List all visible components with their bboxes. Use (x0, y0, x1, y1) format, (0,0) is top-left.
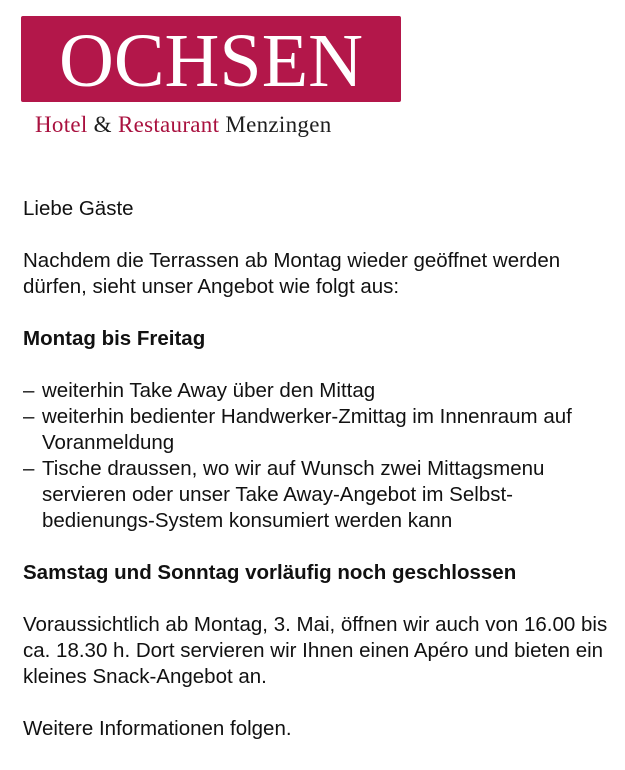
closing-line: Weitere Informationen folgen. (23, 717, 292, 740)
logo-wordmark: OCHSEN (58, 19, 364, 103)
list-item (23, 404, 613, 456)
logo-sub-ampersand: & (93, 112, 112, 137)
logo-sub-restaurant: Restaurant (117, 112, 220, 137)
outlook-paragraph: Voraussichtlich ab Montag, 3. Mai, öffnen wir auch von 16.00 bis ca. 18.30 h. Dort servieren wir Ihnen einen Apéro und bieten ein kleines Snack-Angebot an. (23, 613, 608, 688)
logo-sub-hotel: Hotel (35, 112, 88, 137)
offer-list (23, 378, 613, 534)
list-item-text: Tische draussen, wo wir auf Wunsch zwei Mittagsmenu servieren oder unser Take Away-Angebot im Selbst-bedienungs-System konsumiert werden kann (42, 457, 545, 532)
list-item-text: weiterhin bedienter Handwerker-Zmittag im Innenraum auf Voranmeldung (42, 405, 572, 454)
ochsen-logo (18, 14, 401, 141)
logo-banner (21, 16, 401, 102)
weekend-heading: Samstag und Sonntag vorläufig noch geschlossen (23, 561, 517, 584)
list-item (23, 378, 613, 404)
dash-bullet: – (23, 405, 35, 428)
list-item (23, 456, 613, 534)
logo-sub-place: Menzingen (225, 112, 332, 137)
list-item-text: weiterhin Take Away über den Mittag (42, 379, 376, 402)
dash-bullet: – (23, 379, 35, 402)
greeting: Liebe Gäste (23, 197, 134, 220)
logo-subtitle (35, 112, 332, 138)
weekday-heading: Montag bis Freitag (23, 327, 206, 350)
dash-bullet: – (23, 457, 35, 480)
intro-paragraph: Nachdem die Terrassen ab Montag wieder geöffnet werden dürfen, sieht unser Angebot wie folgt aus: (23, 249, 561, 298)
letter-body (23, 196, 613, 742)
